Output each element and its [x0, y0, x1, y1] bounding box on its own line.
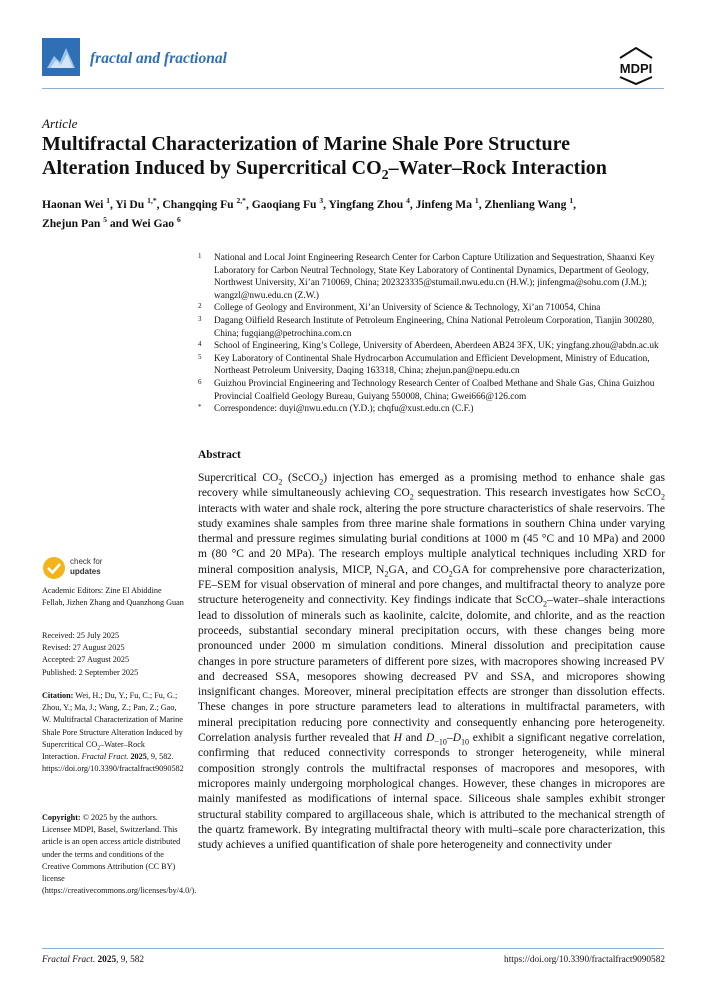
- header-divider: [42, 88, 664, 89]
- author[interactable]: Yi Du: [115, 198, 145, 211]
- author[interactable]: Haonan Wei: [42, 198, 104, 211]
- article-title: Multifractal Characterization of Marine Shale Pore Structure Alteration Induced by Supercritical $CO_2-Water$–Rock Interaction: [42, 133, 607, 183]
- citation-block: Citation: Wei, H.; Du, Y.; Fu, C.; Fu, G.; Zhou, Y.; Ma, J.; Wang, Z.; Pan, Z.; Gao, W. Multifractal Characterization of Marine Shale Pore Structure Alteration Induced by Supercritical $CO_2-Water$–Rock Interaction. Fractal Fract. 2025, 9, 582. https://doi.org/10.3390/fractalfract9090582: [42, 691, 184, 774]
- author[interactable]: Changqing Fu: [162, 198, 234, 211]
- author[interactable]: Gaoqiang Fu: [251, 198, 317, 211]
- accepted-date: Accepted: 27 August 2025: [42, 655, 130, 665]
- footer-citation: Fractal Fract. 2025, 9, 582: [42, 955, 145, 965]
- affiliation-item: 5 Key Laboratory of Continental Shale Hydrocarbon Accumulation and Efficient Development, Ministry of Education, Northeast Petroleum University, Daqing 163318, China; zhejun.pan@nepu.edu.cn: [198, 352, 650, 377]
- affiliation-item: 2 College of Geology and Environment, Xi’an University of Science & Technology, Xi’an 710054, China: [198, 302, 601, 314]
- published-date: Published: 2 September 2025: [42, 667, 139, 677]
- journal-name: fractal and fractional: [90, 50, 227, 67]
- affiliation-item: 3 Dagang Oilfield Research Institute of Petroleum Engineering, China National Petroleum Corporation, Tianjin 300280, China; fugqiang@petrochina.com.cn: [198, 314, 655, 339]
- author[interactable]: Wei Gao: [131, 217, 175, 230]
- correspondence: * Correspondence: duyi@nwu.edu.cn (Y.D.); chqfu@xust.edu.cn (C.F.): [198, 403, 474, 415]
- revised-date: Revised: 27 August 2025: [42, 643, 125, 653]
- article-type: Article: [42, 116, 78, 131]
- copyright-block: Copyright: © 2025 by the authors. Licensee MDPI, Basel, Switzerland. This article is an open access article distributed under the terms and conditions of the Creative Commons Attribution (CC BY) license (https://creativecommons.org/licenses/by/4.0/).: [42, 813, 197, 896]
- affiliations: [198, 252, 668, 416]
- author[interactable]: Zhenliang Wang: [484, 198, 567, 211]
- abstract-heading: Abstract: [198, 449, 241, 461]
- affiliation-item: 6 Guizhou Provincial Engineering and Technology Research Center of Coalbed Methane and Shale Gas, China Guizhou Provincial Coalfield Geology Bureau, Guiyang 550008, China; Gwei666@126.com: [198, 377, 655, 402]
- svg-text:MDPI: MDPI: [619, 61, 653, 76]
- received-date: Received: 25 July 2025: [42, 631, 120, 640]
- academic-editors: Academic Editors: Zine El Abiddine Fellah, Jizhen Zhang and Quanzhong Guan: [42, 586, 184, 608]
- author-list: Haonan Wei $^1$, Yi Du $^{1,*}$, Changqing Fu $^{2,*}$, Gaoqiang Fu $^3$, Yingfang Zhou $^4$, Jinfeng Ma $^1$, Zhenliang Wang $^1$, Zhejun Pan $^5$ and Wei Gao $^6$: [42, 196, 577, 230]
- mdpi-logo-icon: [612, 44, 660, 86]
- footer-doi-link[interactable]: https://doi.org/10.3390/fractalfract9090582: [504, 955, 665, 965]
- author[interactable]: Jinfeng Ma: [415, 198, 473, 211]
- author[interactable]: Yingfang Zhou: [328, 198, 404, 211]
- check-for-updates-button[interactable]: check for updates: [42, 556, 152, 580]
- affiliation-item: 4 School of Engineering, King’s College, University of Aberdeen, Aberdeen AB24 3FX, UK; yingfang.zhou@abdn.ac.uk: [198, 340, 659, 352]
- abstract-text: Supercritical $CO_2$ (ScCO$_2$) injection has emerged as a promising method to enhance shale gas recovery while simultaneously achieving $CO_2$ sequestration. This research investigates how ScCO$_2$ interacts with water and shale rock, altering the pore structure characteristics of shale reservoirs. The study examines shale samples from three marine shale formations in southern China under varying thermal and pressure regimes simulating burial conditions at 1000 m (45 °C and 10 MPa) and 2000 m (80 °C and 20 MPa). The research employs multiple analytical techniques including XRD for mineral composition analysis, MICP, $N_2GA$, and $CO_2GA$ for comprehensive pore characterization, FE–SEM for visual observation of mineral and pore changes, and multifractal theory to analyze pore structure heterogeneity and connectivity. Key findings indicate that ScCO$_2$–water–shale interactions lead to dissolution of minerals such as kaolinite, calcite, dolomite, and chlorite, and as the reaction proceeds, substantial secondary mineral precipitation occurs, with these changes being more pronounced under 2000 m simulation conditions. Mineral dissolution and precipitation cause changes in pore structure parameters of different pore sizes, with macropores showing increased PV and decreased SSA, mesopores showing decreased PV and SSA, and micropores showing insignificant changes. Moreover, mineral precipitation effects are stronger than dissolution effects. These changes in pore structure parameters lead to alterations in multifractal parameters, with mineral precipitation reducing pore connectivity and consequently enhancing pore heterogeneity. Correlation analysis further revealed that H and $D_{-10}-D_{10}$ exhibit a significant negative correlation, confirming that reduced connectivity corresponds to stronger heterogeneity, while mineral composition strongly controls the multifractal responses of macropores and mesopores, with micropores mainly undergoing morphological changes. However, these changes in micropores are mainly manifested as modifications of internal space. Siliceous shale samples exhibit stronger structural stability compared to argillaceous shale, which is attributed to the mechanical strength of the quartz framework. By integrating multifractal theory with multi–scale pore characterization, this study achieves a unified quantification of shale pore heterogeneity and connectivity under: [198, 472, 665, 852]
- publication-dates: [42, 630, 184, 679]
- affiliation-item: 1 National and Local Joint Engineering Research Center for Carbon Capture Utilization and Sequestration, Shaanxi Key Laboratory for Carbon Neutral Technology, State Key Laboratory of Continental Dynamics, Department of Geology, Northwest University, Xi’an 710069, China; 202323335@stumail.nwu.edu.cn (H.W.); jinfengma@sohu.com (J.M.); wangzl@nwu.edu.cn (Z.W.): [198, 252, 655, 301]
- footer-divider: [42, 948, 664, 949]
- check-updates-icon: [42, 556, 66, 580]
- author[interactable]: Zhejun Pan: [42, 217, 101, 230]
- journal-logo-icon: [42, 38, 80, 76]
